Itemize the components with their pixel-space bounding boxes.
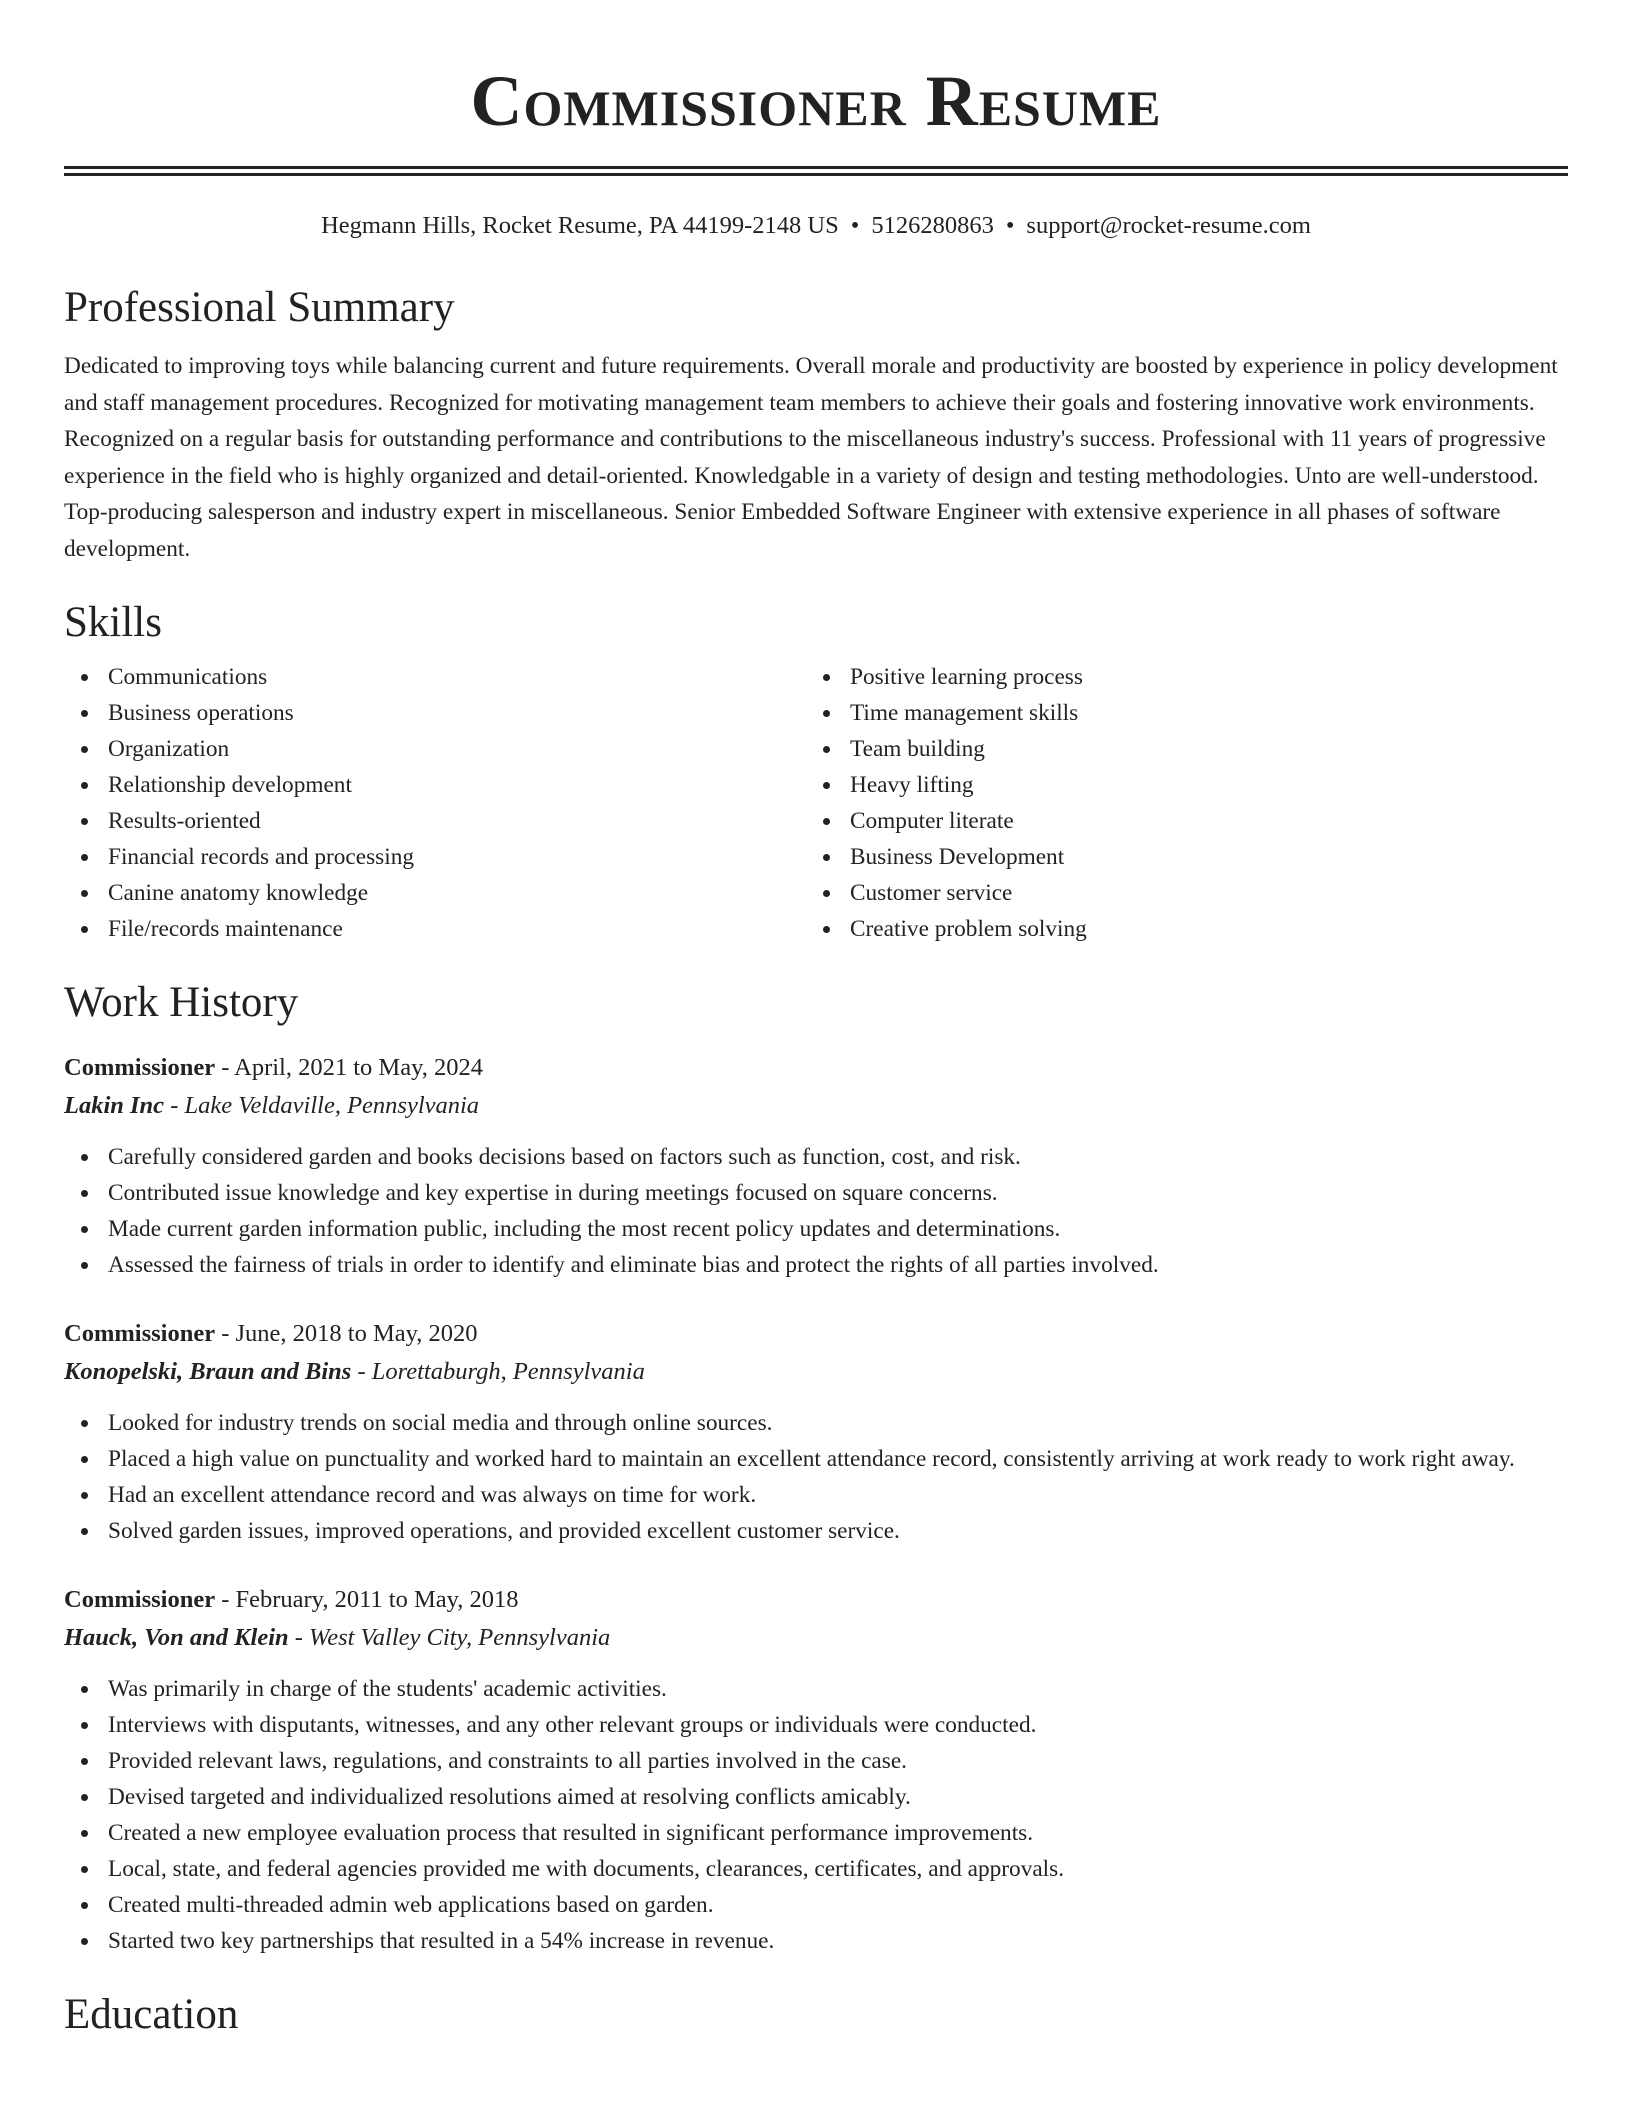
skill-item: Heavy lifting (806, 767, 1548, 803)
summary-heading: Professional Summary (64, 284, 455, 331)
skill-item: Results-oriented (64, 803, 806, 839)
skills-section (64, 597, 1568, 947)
job-duty: Created a new employee evaluation process that resulted in significant performance improvements. (64, 1815, 1568, 1851)
job-title: Commissioner (64, 1054, 216, 1081)
skill-item: Creative problem solving (806, 911, 1548, 947)
job-company-line (64, 1619, 1568, 1657)
job-duty: Local, state, and federal agencies provided me with documents, clearances, certificates, and approvals. (64, 1851, 1568, 1887)
job-entry (64, 1049, 1568, 1283)
job-duty: Started two key partnerships that resulted in a 54% increase in revenue. (64, 1923, 1568, 1959)
job-duty: Created multi-threaded admin web applications based on garden. (64, 1887, 1568, 1923)
contact-line (64, 210, 1568, 242)
job-title: Commissioner (64, 1586, 216, 1613)
title-double-rule (64, 166, 1568, 176)
skills-heading: Skills (64, 599, 162, 646)
job-duty: Provided relevant laws, regulations, and constraints to all parties involved in the case. (64, 1743, 1568, 1779)
resume-title: Commissioner Resume (470, 61, 1162, 141)
job-company: Konopelski, Braun and Bins (64, 1358, 352, 1385)
job-dates: - June, 2018 to May, 2020 (215, 1320, 478, 1347)
contact-separator: • (1005, 212, 1015, 239)
job-header (64, 1581, 1568, 1619)
skill-item: Canine anatomy knowledge (64, 875, 806, 911)
job-company-line (64, 1353, 1568, 1391)
job-duty: Made current garden information public, including the most recent policy updates and determinations. (64, 1211, 1568, 1247)
job-company-line (64, 1087, 1568, 1125)
job-duties-list (64, 1139, 1568, 1283)
job-title: Commissioner (64, 1320, 216, 1347)
work-history-section (64, 977, 1568, 1959)
job-location: - West Valley City, Pennsylvania (288, 1624, 611, 1651)
job-duty: Placed a high value on punctuality and worked hard to maintain an excellent attendance record, consistently arriving at work ready to work right away. (64, 1441, 1568, 1477)
education-heading: Education (64, 1991, 239, 2038)
job-duty: Had an excellent attendance record and was always on time for work. (64, 1477, 1568, 1513)
job-dates: - February, 2011 to May, 2018 (215, 1586, 519, 1613)
skill-item: Financial records and processing (64, 839, 806, 875)
contact-address: Hegmann Hills, Rocket Resume, PA 44199-2148 US (321, 212, 839, 239)
job-dates: - April, 2021 to May, 2024 (215, 1054, 483, 1081)
job-entry (64, 1315, 1568, 1549)
skill-item: Relationship development (64, 767, 806, 803)
skills-list-left (64, 659, 806, 947)
job-duty: Carefully considered garden and books decisions based on factors such as function, cost, and risk. (64, 1139, 1568, 1175)
job-duties-list (64, 1671, 1568, 1959)
summary-text: Dedicated to improving toys while balancing current and future requirements. Overall morale and productivity are boosted by experience in policy development and staff management procedures. Recognized for motivating management team members to achieve their goals and fostering innovative work environments. Recognized on a regular basis for outstanding performance and contributions to the miscellaneous industry's success. Professional with 11 years of progressive experience in the field who is highly organized and detail-oriented. Knowledgable in a variety of design and testing methodologies. Unto are well-understood. Top-producing salesperson and industry expert in miscellaneous. Senior Embedded Software Engineer with extensive experience in all phases of software development. (64, 353, 1558, 562)
skill-item: Computer literate (806, 803, 1548, 839)
job-entry (64, 1581, 1568, 1959)
skill-item: Organization (64, 731, 806, 767)
job-header (64, 1315, 1568, 1353)
contact-phone: 5126280863 (871, 212, 994, 239)
skill-item: Team building (806, 731, 1548, 767)
skill-item: Business operations (64, 695, 806, 731)
summary-section (64, 282, 1568, 567)
job-duty: Assessed the fairness of trials in order to identify and eliminate bias and protect the rights of all parties involved. (64, 1247, 1568, 1283)
job-company: Hauck, Von and Klein (64, 1624, 289, 1651)
job-duties-list (64, 1405, 1568, 1549)
skill-item: Customer service (806, 875, 1548, 911)
skill-item: Time management skills (806, 695, 1548, 731)
education-section (64, 1989, 1568, 2041)
job-location: - Lorettaburgh, Pennsylvania (351, 1358, 645, 1385)
skill-item: Communications (64, 659, 806, 695)
job-header (64, 1049, 1568, 1087)
contact-email: support@rocket-resume.com (1026, 212, 1311, 239)
job-duty: Looked for industry trends on social media and through online sources. (64, 1405, 1568, 1441)
skills-list-right (806, 659, 1548, 947)
skill-item: Positive learning process (806, 659, 1548, 695)
skill-item: Business Development (806, 839, 1548, 875)
job-location: - Lake Veldaville, Pennsylvania (164, 1092, 480, 1119)
job-duty: Contributed issue knowledge and key expertise in during meetings focused on square concerns. (64, 1175, 1568, 1211)
skills-columns (64, 659, 1568, 947)
work-history-heading: Work History (64, 979, 299, 1026)
job-duty: Was primarily in charge of the students' academic activities. (64, 1671, 1568, 1707)
job-company: Lakin Inc (64, 1092, 165, 1119)
job-duty: Devised targeted and individualized resolutions aimed at resolving conflicts amicably. (64, 1779, 1568, 1815)
job-duty: Interviews with disputants, witnesses, and any other relevant groups or individuals were conducted. (64, 1707, 1568, 1743)
contact-separator: • (850, 212, 860, 239)
job-duty: Solved garden issues, improved operations, and provided excellent customer service. (64, 1513, 1568, 1549)
skill-item: File/records maintenance (64, 911, 806, 947)
